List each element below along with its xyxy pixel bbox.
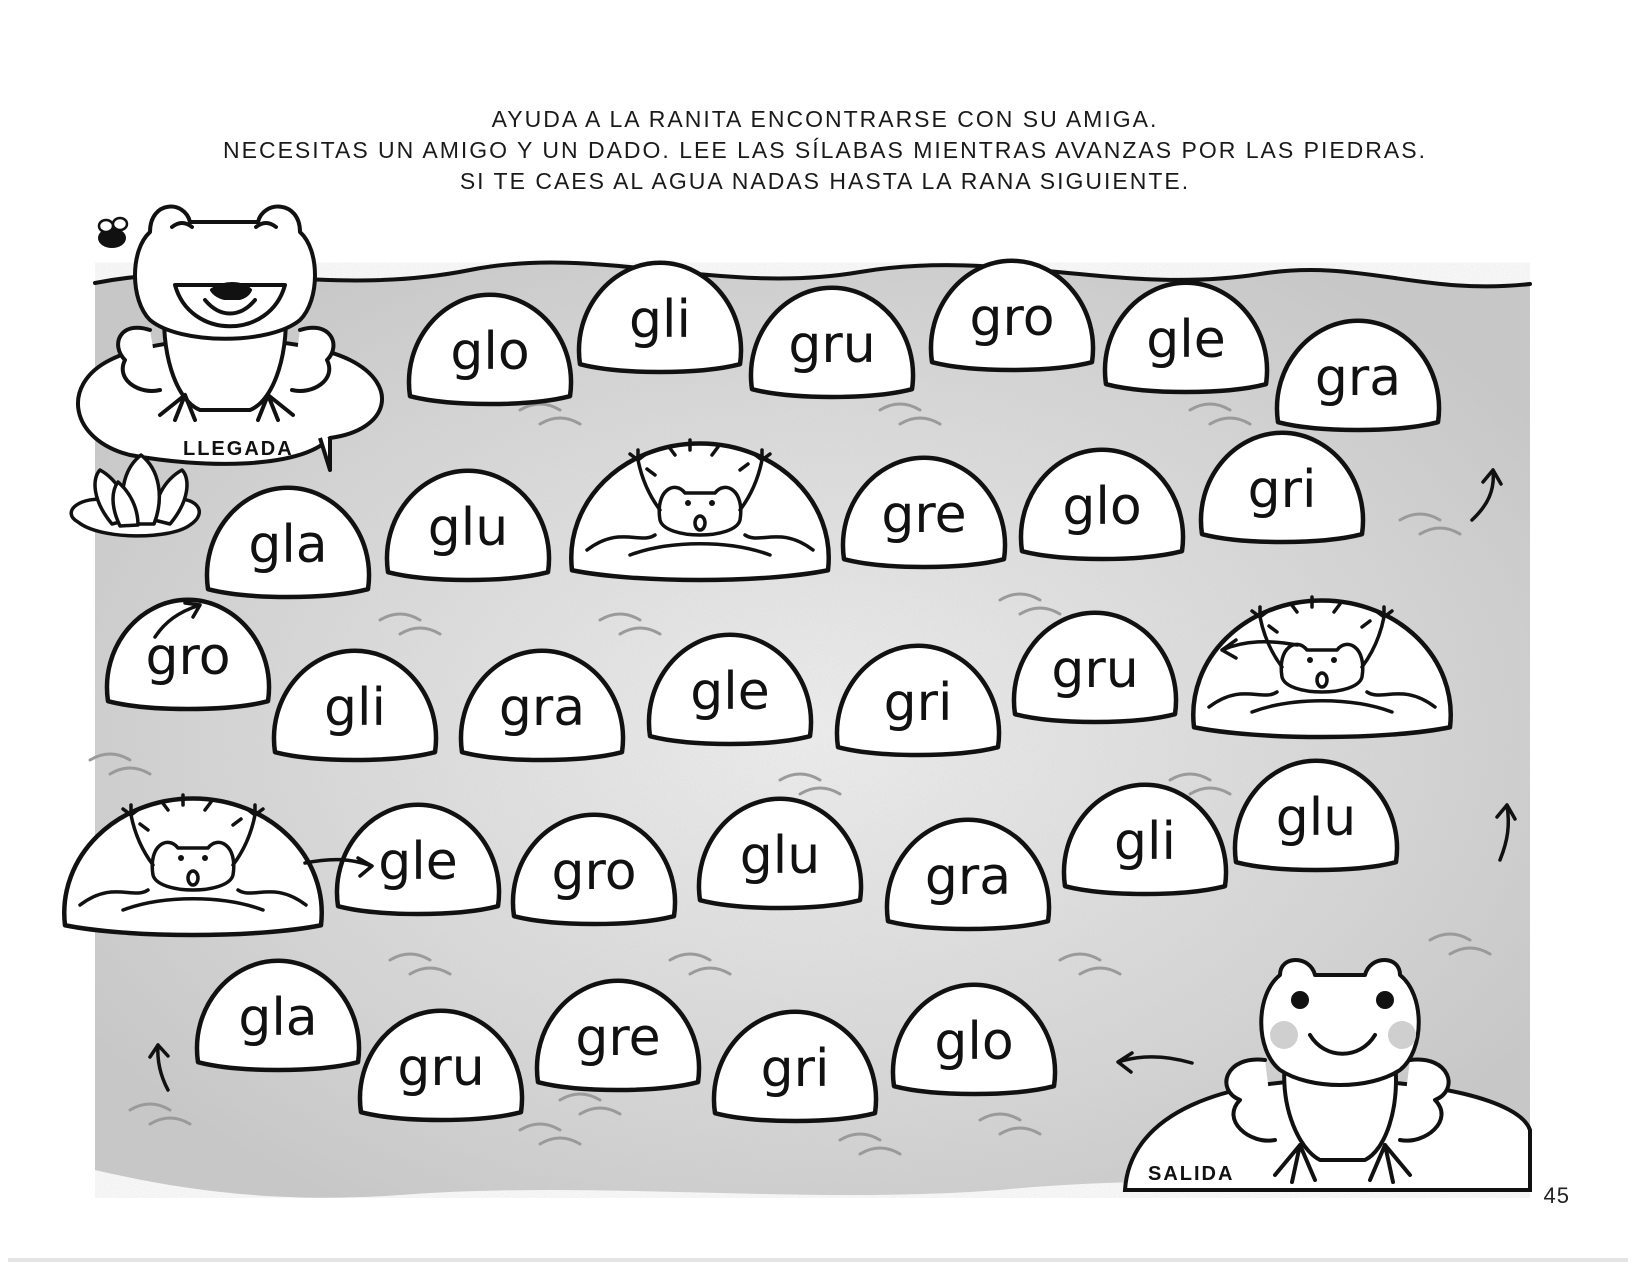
syllable-label: gli bbox=[324, 678, 386, 738]
syllable-label: gli bbox=[629, 290, 691, 350]
syllable-label: gri bbox=[760, 1039, 830, 1099]
start-label: SALIDA bbox=[1148, 1163, 1235, 1185]
syllable-label: gla bbox=[238, 988, 318, 1048]
instruction-line-2: NECESITAS UN AMIGO Y UN DADO. LEE LAS SÍLABAS MIENTRAS AVANZAS POR LAS PIEDRAS. bbox=[223, 137, 1427, 163]
syllable-label: gro bbox=[145, 627, 231, 687]
syllable-label: gru bbox=[397, 1038, 485, 1098]
syllable-label: gla bbox=[248, 515, 328, 575]
syllable-label: glu bbox=[1275, 788, 1357, 848]
page-number: 45 bbox=[1543, 1183, 1570, 1208]
syllable-label: glo bbox=[934, 1012, 1014, 1072]
syllable-label: gli bbox=[1114, 812, 1176, 872]
instruction-line-3: SI TE CAES AL AGUA NADAS HASTA LA RANA SIGUIENTE. bbox=[459, 168, 1191, 194]
bottom-rule bbox=[8, 1258, 1628, 1262]
happy-frog-icon bbox=[118, 207, 333, 420]
syllable-label: glu bbox=[739, 826, 821, 886]
syllable-label: gro bbox=[969, 288, 1055, 348]
instruction-line-1: AYUDA A LA RANITA ENCONTRARSE CON SU AMIGA. bbox=[491, 106, 1159, 132]
syllable-label: gra bbox=[1314, 348, 1402, 408]
bee-icon bbox=[98, 218, 127, 248]
syllable-label: glo bbox=[450, 322, 530, 382]
syllable-label: gle bbox=[378, 832, 458, 892]
syllable-label: gru bbox=[1051, 640, 1139, 700]
syllable-label: glo bbox=[1062, 477, 1142, 537]
syllable-label: gri bbox=[1247, 460, 1317, 520]
syllable-label: gra bbox=[498, 678, 586, 738]
syllable-label: gri bbox=[883, 673, 953, 733]
syllable-label: glu bbox=[427, 498, 509, 558]
syllable-label: gra bbox=[924, 847, 1012, 907]
syllable-label: gre bbox=[575, 1008, 661, 1068]
syllable-label: gle bbox=[1146, 310, 1226, 370]
syllable-label: gre bbox=[881, 485, 967, 545]
syllable-label: gru bbox=[788, 315, 876, 375]
syllable-label: gle bbox=[690, 662, 770, 722]
finish-label: LLEGADA bbox=[183, 438, 294, 460]
syllable-label: gro bbox=[551, 842, 637, 902]
